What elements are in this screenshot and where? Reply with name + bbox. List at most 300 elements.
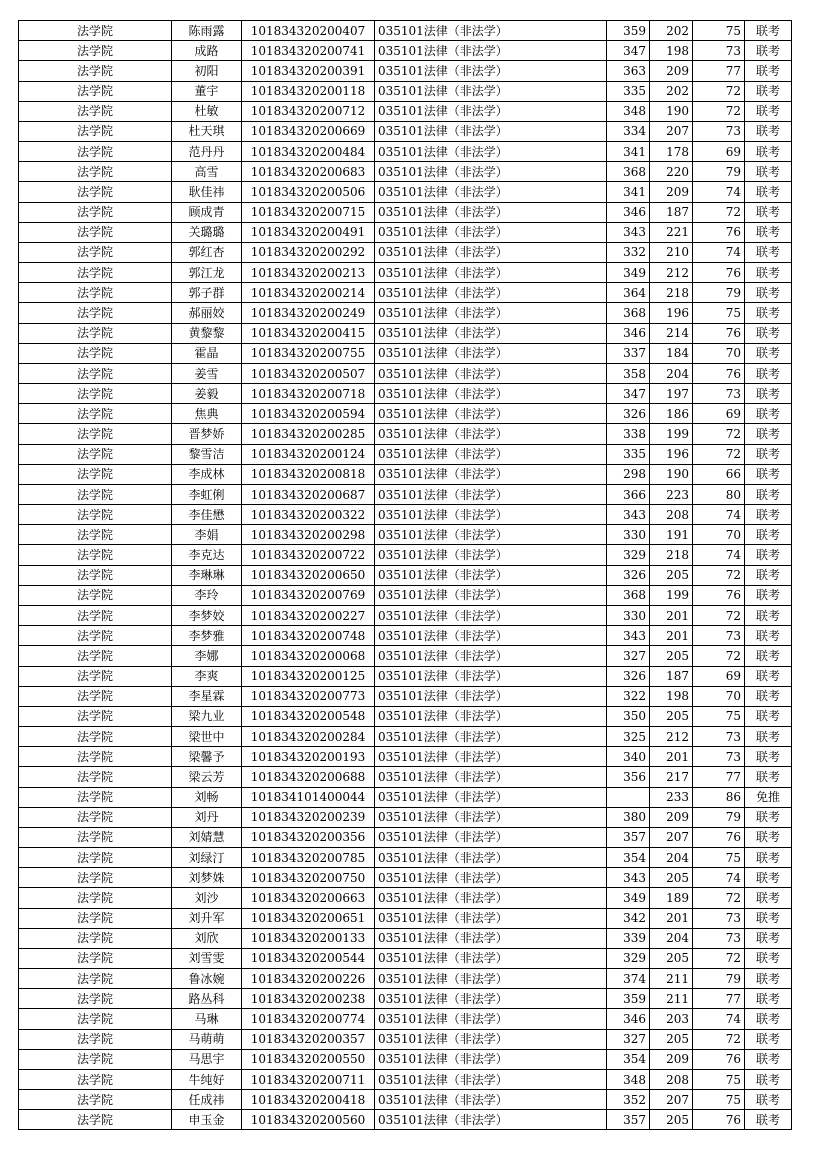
student-name-cell: 任成祎 (172, 1090, 242, 1110)
initial-score-cell: 350 (607, 706, 650, 726)
major-cell: 035101法律（非法学） (375, 827, 607, 847)
college-cell: 法学院 (19, 868, 172, 888)
initial-score-cell: 327 (607, 646, 650, 666)
major-cell: 035101法律（非法学） (375, 121, 607, 141)
college-cell: 法学院 (19, 605, 172, 625)
table-row (19, 605, 792, 625)
table-row (19, 424, 792, 444)
exam-id-cell: 101834320200773 (242, 686, 375, 706)
exam-id-cell: 101834320200484 (242, 142, 375, 162)
college-cell: 法学院 (19, 464, 172, 484)
table-row (19, 827, 792, 847)
table-row (19, 928, 792, 948)
retest-score-cell: 190 (650, 464, 693, 484)
student-name-cell: 马琳 (172, 1009, 242, 1029)
college-cell: 法学院 (19, 1009, 172, 1029)
student-name-cell: 杜敏 (172, 101, 242, 121)
initial-score-cell: 346 (607, 1009, 650, 1029)
admission-type-cell: 联考 (745, 868, 792, 888)
initial-score-cell: 349 (607, 263, 650, 283)
total-score-cell: 74 (693, 242, 745, 262)
major-cell: 035101法律（非法学） (375, 1069, 607, 1089)
student-name-cell: 高雪 (172, 162, 242, 182)
college-cell: 法学院 (19, 343, 172, 363)
retest-score-cell: 218 (650, 283, 693, 303)
major-cell: 035101法律（非法学） (375, 202, 607, 222)
exam-id-cell: 101834320200688 (242, 767, 375, 787)
admission-type-cell: 联考 (745, 81, 792, 101)
total-score-cell: 76 (693, 323, 745, 343)
initial-score-cell: 343 (607, 222, 650, 242)
college-cell: 法学院 (19, 727, 172, 747)
table-row (19, 525, 792, 545)
table-row (19, 182, 792, 202)
initial-score-cell: 368 (607, 303, 650, 323)
admission-type-cell: 联考 (745, 121, 792, 141)
admission-type-cell: 联考 (745, 101, 792, 121)
table-row (19, 747, 792, 767)
admission-type-cell: 联考 (745, 424, 792, 444)
retest-score-cell: 208 (650, 1069, 693, 1089)
admission-type-cell: 联考 (745, 706, 792, 726)
major-cell: 035101法律（非法学） (375, 686, 607, 706)
retest-score-cell: 205 (650, 646, 693, 666)
exam-id-cell: 101834320200718 (242, 384, 375, 404)
table-row (19, 464, 792, 484)
major-cell: 035101法律（非法学） (375, 222, 607, 242)
total-score-cell: 69 (693, 404, 745, 424)
table-row (19, 1009, 792, 1029)
total-score-cell: 69 (693, 666, 745, 686)
retest-score-cell: 205 (650, 868, 693, 888)
student-name-cell: 李琳琳 (172, 565, 242, 585)
total-score-cell: 72 (693, 888, 745, 908)
table-row (19, 404, 792, 424)
exam-id-cell: 101834320200507 (242, 363, 375, 383)
college-cell: 法学院 (19, 747, 172, 767)
initial-score-cell: 326 (607, 565, 650, 585)
retest-score-cell: 207 (650, 121, 693, 141)
retest-score-cell: 205 (650, 948, 693, 968)
initial-score-cell: 352 (607, 1090, 650, 1110)
exam-id-cell: 101834320200560 (242, 1110, 375, 1130)
student-name-cell: 刘绿汀 (172, 848, 242, 868)
table-row (19, 686, 792, 706)
initial-score-cell: 298 (607, 464, 650, 484)
total-score-cell: 72 (693, 202, 745, 222)
total-score-cell: 79 (693, 969, 745, 989)
exam-id-cell: 101834320200755 (242, 343, 375, 363)
college-cell: 法学院 (19, 525, 172, 545)
college-cell: 法学院 (19, 121, 172, 141)
table-row (19, 162, 792, 182)
admission-type-cell: 联考 (745, 1069, 792, 1089)
exam-id-cell: 101834320200239 (242, 807, 375, 827)
student-name-cell: 耿佳祎 (172, 182, 242, 202)
major-cell: 035101法律（非法学） (375, 283, 607, 303)
student-name-cell: 郭江龙 (172, 263, 242, 283)
admission-type-cell: 联考 (745, 626, 792, 646)
roster-body (19, 21, 792, 1130)
student-name-cell: 姜毅 (172, 384, 242, 404)
admission-type-cell: 联考 (745, 142, 792, 162)
total-score-cell: 70 (693, 343, 745, 363)
admission-type-cell: 联考 (745, 363, 792, 383)
college-cell: 法学院 (19, 384, 172, 404)
exam-id-cell: 101834320200663 (242, 888, 375, 908)
admission-type-cell: 联考 (745, 525, 792, 545)
student-name-cell: 刘沙 (172, 888, 242, 908)
total-score-cell: 69 (693, 142, 745, 162)
initial-score-cell: 359 (607, 21, 650, 41)
retest-score-cell: 211 (650, 989, 693, 1009)
student-name-cell: 刘欣 (172, 928, 242, 948)
admission-type-cell: 联考 (745, 384, 792, 404)
exam-id-cell: 101834320200550 (242, 1049, 375, 1069)
table-row (19, 948, 792, 968)
student-name-cell: 牛纯好 (172, 1069, 242, 1089)
initial-score-cell: 337 (607, 343, 650, 363)
student-name-cell: 顾成青 (172, 202, 242, 222)
college-cell: 法学院 (19, 21, 172, 41)
college-cell: 法学院 (19, 303, 172, 323)
college-cell: 法学院 (19, 81, 172, 101)
total-score-cell: 73 (693, 747, 745, 767)
exam-id-cell: 101834101400044 (242, 787, 375, 807)
college-cell: 法学院 (19, 404, 172, 424)
retest-score-cell: 178 (650, 142, 693, 162)
college-cell: 法学院 (19, 61, 172, 81)
initial-score-cell: 343 (607, 505, 650, 525)
retest-score-cell: 186 (650, 404, 693, 424)
table-row (19, 706, 792, 726)
major-cell: 035101法律（非法学） (375, 81, 607, 101)
major-cell: 035101法律（非法学） (375, 545, 607, 565)
exam-id-cell: 101834320200548 (242, 706, 375, 726)
exam-id-cell: 101834320200118 (242, 81, 375, 101)
retest-score-cell: 203 (650, 1009, 693, 1029)
retest-score-cell: 211 (650, 969, 693, 989)
table-row (19, 21, 792, 41)
exam-id-cell: 101834320200491 (242, 222, 375, 242)
total-score-cell: 79 (693, 283, 745, 303)
major-cell: 035101法律（非法学） (375, 323, 607, 343)
retest-score-cell: 187 (650, 666, 693, 686)
retest-score-cell: 201 (650, 626, 693, 646)
college-cell: 法学院 (19, 41, 172, 61)
college-cell: 法学院 (19, 484, 172, 504)
college-cell: 法学院 (19, 666, 172, 686)
exam-id-cell: 101834320200748 (242, 626, 375, 646)
total-score-cell: 72 (693, 605, 745, 625)
total-score-cell: 86 (693, 787, 745, 807)
admission-type-cell: 联考 (745, 928, 792, 948)
exam-id-cell: 101834320200124 (242, 444, 375, 464)
initial-score-cell: 368 (607, 585, 650, 605)
exam-id-cell: 101834320200415 (242, 323, 375, 343)
initial-score-cell: 348 (607, 1069, 650, 1089)
retest-score-cell: 204 (650, 848, 693, 868)
total-score-cell: 72 (693, 444, 745, 464)
college-cell: 法学院 (19, 646, 172, 666)
student-name-cell: 黄黎黎 (172, 323, 242, 343)
college-cell: 法学院 (19, 686, 172, 706)
table-row (19, 1110, 792, 1130)
initial-score-cell: 326 (607, 666, 650, 686)
major-cell: 035101法律（非法学） (375, 787, 607, 807)
table-row (19, 989, 792, 1009)
college-cell: 法学院 (19, 1069, 172, 1089)
major-cell: 035101法律（非法学） (375, 444, 607, 464)
total-score-cell: 75 (693, 1069, 745, 1089)
retest-score-cell: 209 (650, 61, 693, 81)
total-score-cell: 72 (693, 81, 745, 101)
college-cell: 法学院 (19, 444, 172, 464)
total-score-cell: 77 (693, 61, 745, 81)
admission-type-cell: 联考 (745, 888, 792, 908)
total-score-cell: 73 (693, 121, 745, 141)
student-name-cell: 郭子群 (172, 283, 242, 303)
table-row (19, 222, 792, 242)
student-name-cell: 杜天琪 (172, 121, 242, 141)
major-cell: 035101法律（非法学） (375, 1009, 607, 1029)
table-row (19, 505, 792, 525)
major-cell: 035101法律（非法学） (375, 888, 607, 908)
retest-score-cell: 199 (650, 585, 693, 605)
exam-id-cell: 101834320200285 (242, 424, 375, 444)
major-cell: 035101法律（非法学） (375, 767, 607, 787)
total-score-cell: 80 (693, 484, 745, 504)
table-row (19, 545, 792, 565)
major-cell: 035101法律（非法学） (375, 1090, 607, 1110)
exam-id-cell: 101834320200594 (242, 404, 375, 424)
admission-type-cell: 联考 (745, 585, 792, 605)
major-cell: 035101法律（非法学） (375, 1110, 607, 1130)
admission-type-cell: 联考 (745, 484, 792, 504)
major-cell: 035101法律（非法学） (375, 807, 607, 827)
table-row (19, 565, 792, 585)
total-score-cell: 72 (693, 424, 745, 444)
student-name-cell: 梁九业 (172, 706, 242, 726)
college-cell: 法学院 (19, 767, 172, 787)
exam-id-cell: 101834320200125 (242, 666, 375, 686)
exam-id-cell: 101834320200391 (242, 61, 375, 81)
total-score-cell: 75 (693, 303, 745, 323)
student-name-cell: 刘升军 (172, 908, 242, 928)
table-row (19, 343, 792, 363)
retest-score-cell: 217 (650, 767, 693, 787)
initial-score-cell: 341 (607, 142, 650, 162)
student-name-cell: 梁馨予 (172, 747, 242, 767)
admission-type-cell: 联考 (745, 747, 792, 767)
exam-id-cell: 101834320200650 (242, 565, 375, 585)
retest-score-cell: 201 (650, 747, 693, 767)
initial-score-cell: 334 (607, 121, 650, 141)
table-row (19, 1069, 792, 1089)
initial-score-cell: 335 (607, 81, 650, 101)
major-cell: 035101法律（非法学） (375, 626, 607, 646)
major-cell: 035101法律（非法学） (375, 565, 607, 585)
retest-score-cell: 198 (650, 41, 693, 61)
major-cell: 035101法律（非法学） (375, 343, 607, 363)
total-score-cell: 76 (693, 222, 745, 242)
total-score-cell: 66 (693, 464, 745, 484)
table-row (19, 969, 792, 989)
major-cell: 035101法律（非法学） (375, 948, 607, 968)
college-cell: 法学院 (19, 585, 172, 605)
total-score-cell: 75 (693, 706, 745, 726)
initial-score-cell: 346 (607, 202, 650, 222)
exam-id-cell: 101834320200785 (242, 848, 375, 868)
retest-score-cell: 209 (650, 182, 693, 202)
admission-type-cell: 联考 (745, 1029, 792, 1049)
exam-id-cell: 101834320200214 (242, 283, 375, 303)
college-cell: 法学院 (19, 263, 172, 283)
retest-score-cell: 218 (650, 545, 693, 565)
college-cell: 法学院 (19, 202, 172, 222)
exam-id-cell: 101834320200357 (242, 1029, 375, 1049)
initial-score-cell: 358 (607, 363, 650, 383)
total-score-cell: 73 (693, 626, 745, 646)
major-cell: 035101法律（非法学） (375, 363, 607, 383)
college-cell: 法学院 (19, 807, 172, 827)
table-row (19, 263, 792, 283)
exam-id-cell: 101834320200651 (242, 908, 375, 928)
student-name-cell: 关璐璐 (172, 222, 242, 242)
admission-type-cell: 联考 (745, 182, 792, 202)
initial-score-cell: 343 (607, 626, 650, 646)
student-name-cell: 李星霖 (172, 686, 242, 706)
total-score-cell: 72 (693, 1029, 745, 1049)
retest-score-cell: 205 (650, 1110, 693, 1130)
exam-id-cell: 101834320200750 (242, 868, 375, 888)
initial-score-cell: 342 (607, 908, 650, 928)
student-name-cell: 郝丽姣 (172, 303, 242, 323)
initial-score-cell: 359 (607, 989, 650, 1009)
exam-id-cell: 101834320200133 (242, 928, 375, 948)
major-cell: 035101法律（非法学） (375, 727, 607, 747)
exam-id-cell: 101834320200722 (242, 545, 375, 565)
total-score-cell: 72 (693, 565, 745, 585)
college-cell: 法学院 (19, 1090, 172, 1110)
student-name-cell: 姜雪 (172, 363, 242, 383)
major-cell: 035101法律（非法学） (375, 525, 607, 545)
total-score-cell: 73 (693, 727, 745, 747)
initial-score-cell: 380 (607, 807, 650, 827)
admission-type-cell: 联考 (745, 202, 792, 222)
retest-score-cell: 191 (650, 525, 693, 545)
table-row (19, 363, 792, 383)
admission-type-cell: 联考 (745, 948, 792, 968)
major-cell: 035101法律（非法学） (375, 303, 607, 323)
total-score-cell: 79 (693, 162, 745, 182)
initial-score-cell: 357 (607, 1110, 650, 1130)
admission-type-cell: 联考 (745, 989, 792, 1009)
student-name-cell: 鲁冰婉 (172, 969, 242, 989)
student-name-cell: 董宇 (172, 81, 242, 101)
major-cell: 035101法律（非法学） (375, 1049, 607, 1069)
student-name-cell: 李成林 (172, 464, 242, 484)
retest-score-cell: 233 (650, 787, 693, 807)
retest-score-cell: 196 (650, 444, 693, 464)
initial-score-cell: 356 (607, 767, 650, 787)
total-score-cell: 76 (693, 263, 745, 283)
retest-score-cell: 190 (650, 101, 693, 121)
exam-id-cell: 101834320200213 (242, 263, 375, 283)
student-name-cell: 申玉金 (172, 1110, 242, 1130)
admission-type-cell: 联考 (745, 41, 792, 61)
initial-score-cell: 349 (607, 888, 650, 908)
major-cell: 035101法律（非法学） (375, 242, 607, 262)
retest-score-cell: 202 (650, 81, 693, 101)
major-cell: 035101法律（非法学） (375, 142, 607, 162)
college-cell: 法学院 (19, 162, 172, 182)
table-row (19, 484, 792, 504)
admission-type-cell: 联考 (745, 21, 792, 41)
college-cell: 法学院 (19, 545, 172, 565)
student-name-cell: 霍晶 (172, 343, 242, 363)
college-cell: 法学院 (19, 142, 172, 162)
college-cell: 法学院 (19, 363, 172, 383)
student-name-cell: 李梦雅 (172, 626, 242, 646)
exam-id-cell: 101834320200506 (242, 182, 375, 202)
exam-id-cell: 101834320200544 (242, 948, 375, 968)
college-cell: 法学院 (19, 1110, 172, 1130)
retest-score-cell: 204 (650, 928, 693, 948)
admission-type-cell: 联考 (745, 404, 792, 424)
admission-type-cell: 联考 (745, 666, 792, 686)
admission-type-cell: 联考 (745, 464, 792, 484)
table-row (19, 101, 792, 121)
table-row (19, 242, 792, 262)
table-row (19, 787, 792, 807)
retest-score-cell: 212 (650, 727, 693, 747)
college-cell: 法学院 (19, 1029, 172, 1049)
college-cell: 法学院 (19, 888, 172, 908)
exam-id-cell: 101834320200193 (242, 747, 375, 767)
retest-score-cell: 198 (650, 686, 693, 706)
major-cell: 035101法律（非法学） (375, 505, 607, 525)
initial-score-cell: 357 (607, 827, 650, 847)
total-score-cell: 73 (693, 384, 745, 404)
college-cell: 法学院 (19, 1049, 172, 1069)
student-name-cell: 李虹俐 (172, 484, 242, 504)
retest-score-cell: 184 (650, 343, 693, 363)
retest-score-cell: 187 (650, 202, 693, 222)
student-name-cell: 刘梦姝 (172, 868, 242, 888)
table-row (19, 646, 792, 666)
student-name-cell: 马思宇 (172, 1049, 242, 1069)
exam-id-cell: 101834320200818 (242, 464, 375, 484)
initial-score-cell: 347 (607, 41, 650, 61)
retest-score-cell: 207 (650, 827, 693, 847)
retest-score-cell: 214 (650, 323, 693, 343)
major-cell: 035101法律（非法学） (375, 666, 607, 686)
student-name-cell: 焦典 (172, 404, 242, 424)
total-score-cell: 74 (693, 545, 745, 565)
initial-score-cell: 340 (607, 747, 650, 767)
initial-score-cell: 329 (607, 948, 650, 968)
student-name-cell: 成路 (172, 41, 242, 61)
admission-type-cell: 联考 (745, 686, 792, 706)
major-cell: 035101法律（非法学） (375, 464, 607, 484)
retest-score-cell: 207 (650, 1090, 693, 1110)
initial-score-cell: 346 (607, 323, 650, 343)
college-cell: 法学院 (19, 101, 172, 121)
admission-type-cell: 联考 (745, 444, 792, 464)
initial-score-cell: 343 (607, 868, 650, 888)
retest-score-cell: 209 (650, 807, 693, 827)
